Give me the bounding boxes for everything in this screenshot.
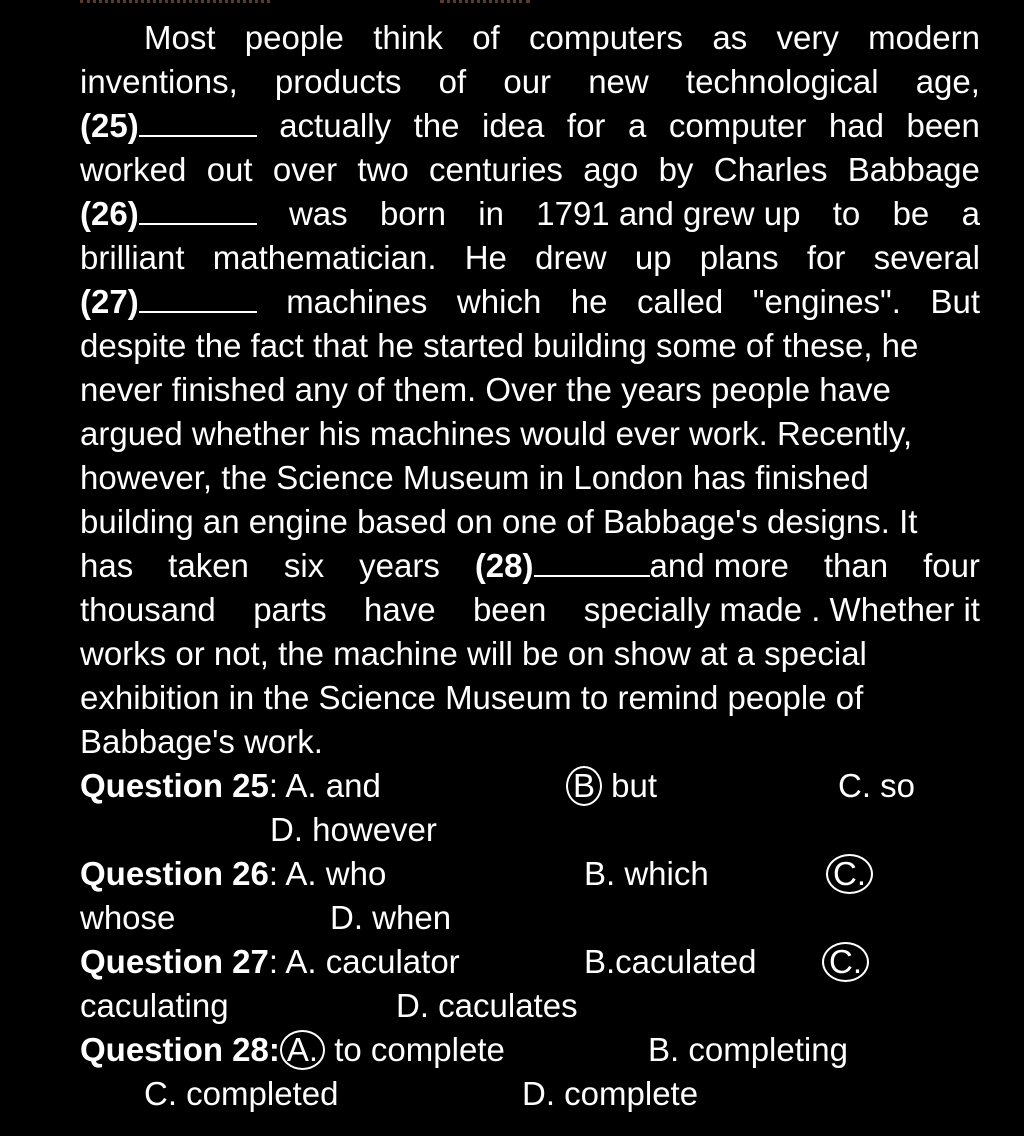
passage-line-3 [80,104,980,148]
word: years [359,547,440,584]
word: taken [168,547,249,584]
word: people [244,19,344,56]
blank-line [139,105,257,137]
word: thousand [80,591,216,628]
option-text: B. completing [648,1031,848,1068]
word: Babbage [847,151,980,188]
line-text: building an engine based on one of Babbage's designs. It [80,503,918,540]
question-27-option-d [396,984,578,1028]
word: of [472,19,500,56]
word: Most [144,19,216,56]
word: actually [279,107,392,144]
question-28-option-b [648,1028,848,1072]
question-26-option-d [330,896,451,940]
option-text: D. when [330,899,452,936]
question-26-option-c [826,852,873,896]
option-text: C. completed [144,1075,339,1112]
word: Charles [713,151,828,188]
word: to [832,195,861,232]
passage-line-13 [80,544,980,588]
option-text: but [602,767,658,804]
word: computer [668,107,807,144]
question-label: Question 25 [80,767,269,804]
word: and more [649,547,789,584]
option-a: : A. and [268,767,381,804]
option-text: D. caculates [396,987,578,1024]
question-27-option-c-text [80,984,229,1028]
word: machines [286,283,428,320]
word: which [456,283,542,320]
word: mathematician. [212,239,437,276]
passage-line-8 [80,324,980,368]
word: computers [529,19,684,56]
word: the [413,107,460,144]
passage-line-14 [80,588,980,632]
passage-line-16 [80,676,980,720]
word: But [930,283,980,320]
word: technological [685,63,879,100]
word: has [80,547,134,584]
word: for [806,239,846,276]
word: out [206,151,253,188]
reading-passage [80,16,980,764]
question-26-option-b [584,852,709,896]
passage-line-9 [80,368,980,412]
word: of [438,63,467,100]
word: up [634,239,672,276]
passage-line-5 [80,192,980,236]
passage-line-17 [80,720,980,764]
word: 1791 and grew up [536,195,801,232]
question-label: Question 27 [80,943,269,980]
option-text: D. complete [522,1075,699,1112]
word: called [637,283,724,320]
blank-26 [80,192,257,236]
word: a [961,195,980,232]
word: parts [253,591,327,628]
blank-number: (28) [474,547,534,584]
blank-27 [80,280,257,324]
question-26-option-c-text [80,896,175,940]
option-text: B. which [584,855,709,892]
word: age, [915,63,980,100]
word: very [776,19,839,56]
word: modern [868,19,980,56]
passage-line-7 [80,280,980,324]
line-text: despite the fact that he started building some of these, he [80,327,919,364]
question-label: Question 26 [80,855,269,892]
option-text: caculating [80,987,229,1024]
passage-line-1 [80,16,980,60]
word: had [828,107,884,144]
word: ago [583,151,639,188]
word: for [566,107,606,144]
word: specially made . Whether it [583,591,980,628]
circled-answer: C. [826,854,873,894]
blank-number: (27) [80,283,139,320]
word: six [283,547,325,584]
word: brilliant [80,239,185,276]
line-text: never finished any of them. Over the years people have [80,371,891,408]
blank-line [534,545,650,577]
word: be [892,195,930,232]
blank-28 [475,544,789,588]
option-text: C. so [838,767,916,804]
question-27-option-c [822,940,869,984]
question-colon: : [268,1031,280,1068]
word: been [472,591,547,628]
line-text: argued whether his machines would ever work. Recently, [80,415,913,452]
passage-line-6 [80,236,980,280]
question-25 [80,764,381,808]
word: by [658,151,694,188]
question-28-option-c [144,1072,338,1116]
word: drew [535,239,607,276]
top-dotted-line-2 [440,0,530,6]
word: think [373,19,443,56]
passage-line-10 [80,412,980,456]
blank-number: (25) [80,107,139,144]
word: idea [482,107,545,144]
word: was [288,195,348,232]
word: four [923,547,980,584]
option-a: : A. who [268,855,387,892]
line-text: works or not, the machine will be on show at a special [80,635,867,672]
word: He [464,239,507,276]
blank-line [139,193,257,225]
passage-line-4 [80,148,980,192]
question-28-option-d [522,1072,698,1116]
question-25-option-c [838,764,915,808]
word: "engines". [752,283,901,320]
word: centuries [429,151,563,188]
word: been [906,107,980,144]
passage-line-12 [80,500,980,544]
passage-line-11 [80,456,980,500]
option-text: D. however [270,811,437,848]
word: two [357,151,409,188]
circled-answer: A. [280,1030,325,1070]
option-a: : A. caculator [268,943,460,980]
word: he [570,283,608,320]
line-text: exhibition in the Science Museum to remind people of [80,679,864,716]
option-text: whose [80,899,176,936]
question-27-option-b [584,940,756,984]
option-text: B.caculated [584,943,757,980]
word: than [823,547,889,584]
top-dotted-line [80,0,270,6]
word: born [379,195,446,232]
word: a [627,107,647,144]
question-25-option-d [270,808,437,852]
blank-number: (26) [80,195,139,232]
circled-answer: B [566,766,602,806]
option-text: to complete [325,1031,505,1068]
line-text: Babbage's work. [80,723,323,760]
question-26 [80,852,386,896]
word: in [478,195,504,232]
passage-line-15 [80,632,980,676]
word: over [272,151,338,188]
question-28 [80,1028,505,1072]
passage-line-2 [80,60,980,104]
blank-25 [80,104,257,148]
word: have [363,591,436,628]
word: new [588,63,649,100]
circled-answer: C. [822,942,869,982]
word: as [712,19,748,56]
question-27 [80,940,460,984]
word: plans [699,239,779,276]
word: our [503,63,552,100]
question-label: Question 28 [80,1031,269,1068]
question-25-option-b [566,764,657,808]
word: products [274,63,402,100]
word: several [873,239,980,276]
blank-line [139,281,257,313]
line-text: however, the Science Museum in London has finished [80,459,869,496]
word: worked [80,151,187,188]
word: inventions, [80,63,238,100]
